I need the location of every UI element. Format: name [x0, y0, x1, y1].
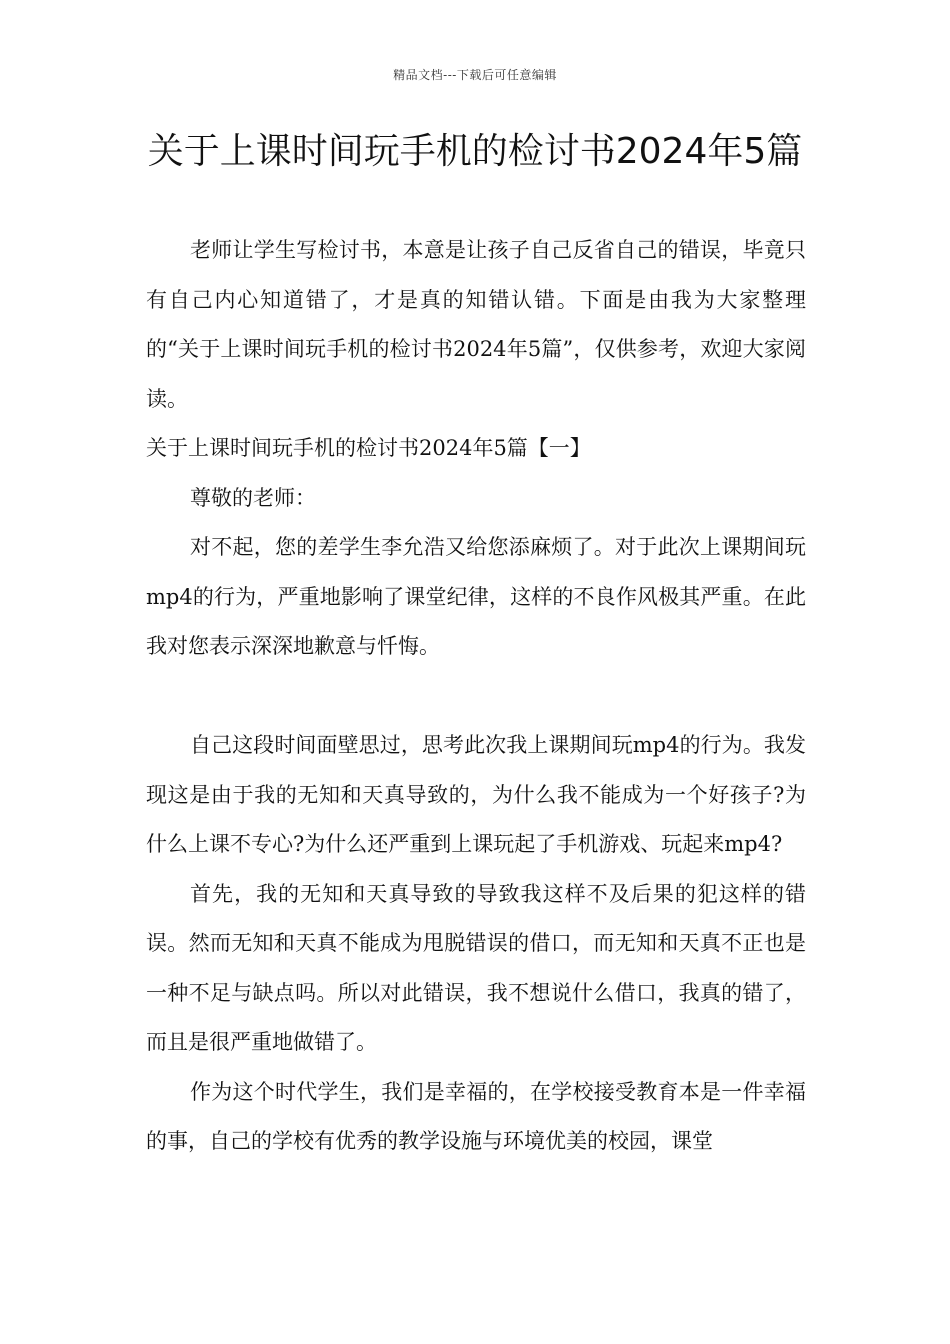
- body-paragraph-3: 首先，我的无知和天真导致的导致我这样不及后果的犯这样的错误。然而无知和天真不能成为甩脱错误的借口，而无知和天真不正也是一种不足与缺点吗。所以对此错误，我不想说什么借口，我真的错了，而且是很严重地做错了。: [146, 881, 806, 1054]
- document-title: 关于上课时间玩手机的检讨书2024年5篇: [147, 131, 803, 172]
- salutation: 尊敬的老师：: [190, 485, 316, 510]
- section-heading: 关于上课时间玩手机的检讨书2024年5篇【一】: [146, 436, 591, 460]
- body-paragraph-1: 对不起，您的差学生李允浩又给您添麻烦了。对于此次上课期间玩mp4的行为，严重地影响了课堂纪律，这样的不良作风极其严重。在此我对您表示深深地歉意与忏悔。: [146, 535, 806, 658]
- header-note: 精品文档---下载后可任意编辑: [393, 68, 557, 82]
- document-body: [146, 226, 806, 1167]
- body-paragraph-4: 作为这个时代学生，我们是幸福的，在学校接受教育本是一件幸福的事，自己的学校有优秀的教学设施与环境优美的校园，课堂: [146, 1079, 806, 1153]
- intro-paragraph: 老师让学生写检讨书，本意是让孩子自己反省自己的错误，毕竟只有自己内心知道错了，才是真的知错认错。下面是由我为大家整理的“关于上课时间玩手机的检讨书2024年5篇”，仅供参考，欢迎大家阅读。: [146, 238, 806, 411]
- paragraph-spacer: [146, 672, 806, 722]
- body-paragraph-2: 自己这段时间面壁思过，思考此次我上课期间玩mp4的行为。我发现这是由于我的无知和天真导致的，为什么我不能成为一个好孩子?为什么上课不专心?为什么还严重到上课玩起了手机游戏、玩起来mp4?: [146, 733, 806, 856]
